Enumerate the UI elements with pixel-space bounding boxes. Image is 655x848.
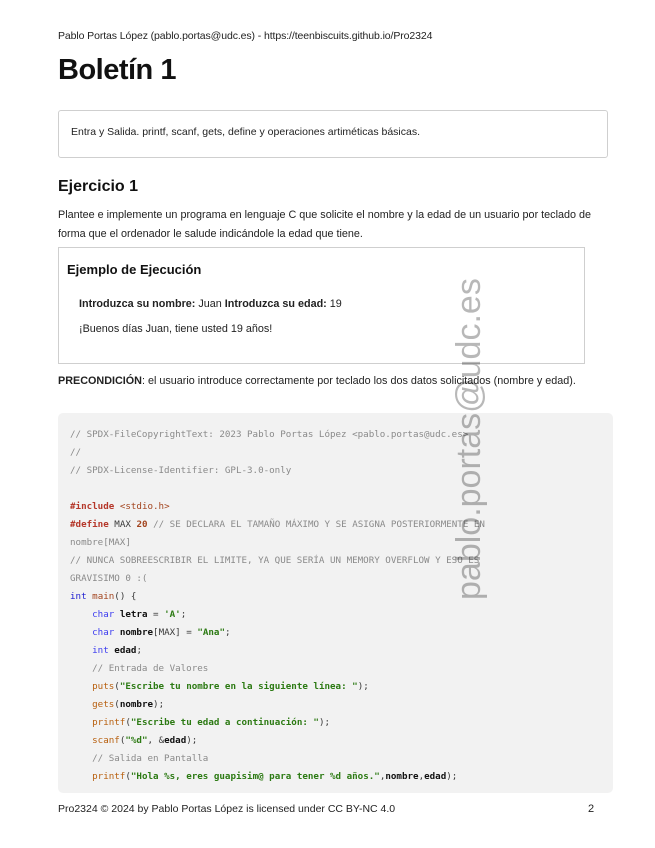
- letra-eq: =: [147, 609, 165, 620]
- code-line-define-cont: nombre[MAX]: [70, 537, 131, 548]
- define-comment: // SE DECLARA EL TAMAÑO MÁXIMO Y SE ASIGNA POSTERIORMENTE EN: [153, 519, 485, 530]
- watermark-text: pablo.portas@udc.es: [450, 278, 488, 600]
- code-line-nombre: [70, 627, 231, 638]
- name-prompt-value: Juan: [198, 298, 222, 310]
- salida-comment: // Salida en Pantalla: [92, 753, 209, 764]
- code-line-license: // SPDX-License-Identifier: GPL-3.0-only: [70, 465, 292, 476]
- precondition-label: PRECONDICIÓN: [58, 375, 142, 387]
- define-value: 20: [136, 519, 148, 530]
- nombre-semi: ;: [224, 627, 231, 638]
- code-line-puts: puts("Escribe tu nombre en la siguiente línea: ");: [92, 681, 369, 692]
- printf-fn: printf: [92, 717, 126, 728]
- include-file: <stdio.h>: [119, 501, 170, 512]
- main-name: main: [92, 591, 115, 602]
- char-type: char: [92, 627, 115, 638]
- page-number: 2: [588, 803, 595, 815]
- example-greeting: ¡Buenos días Juan, tiene usted 19 años!: [79, 323, 273, 335]
- code-line-blank-comment: //: [70, 447, 82, 458]
- printf1-string: "Escribe tu edad a continuación: ": [130, 717, 319, 728]
- edad-var: edad: [114, 645, 137, 656]
- abstract-box: [58, 110, 608, 158]
- nombre-value: "Ana": [197, 627, 225, 638]
- name-prompt-label: Introduzca su nombre:: [79, 298, 196, 310]
- page-footer: Pro2324 © 2024 by Pablo Portas López is licensed under CC BY-NC 4.0: [58, 803, 396, 815]
- printf2-comma: ,: [379, 771, 386, 782]
- int-type: int: [92, 645, 109, 656]
- code-line-printf1: printf("Escribe tu edad a continuación: ");: [92, 717, 331, 728]
- define-keyword: #define: [70, 519, 109, 530]
- gets-fn: gets: [92, 699, 115, 710]
- entrada-comment: // Entrada de Valores: [92, 663, 209, 674]
- puts-fn: puts: [92, 681, 115, 692]
- watermark: [390, 245, 540, 605]
- code-line-main: [70, 591, 136, 602]
- scanf-fn: scanf: [92, 735, 120, 746]
- main-rest: () {: [114, 591, 137, 602]
- exercise-description: Plantee e implemente un programa en lenguaje C que solicite el nombre y la edad de un usuario por teclado de forma que el ordenador le salude indicándole la edad que tiene.: [58, 209, 591, 240]
- code-line-edad: [70, 645, 142, 656]
- printf2-string: "Hola %s, eres guapisim@ para tener %d años.": [130, 771, 380, 782]
- printf2-arg-nombre: nombre: [385, 771, 419, 782]
- letra-value: 'A': [164, 609, 181, 620]
- example-input-line: [79, 298, 342, 310]
- page-title: Boletín 1: [58, 54, 176, 86]
- define-name: MAX: [114, 519, 131, 530]
- edad-semi: ;: [136, 645, 142, 656]
- exercise-title: Ejercicio 1: [58, 178, 139, 195]
- nombre-eq: =: [180, 627, 198, 638]
- precondition-text: : el usuario introduce correctamente por teclado los dos datos solicitados (nombre y edad).: [141, 375, 576, 387]
- char-type: char: [92, 609, 115, 620]
- code-line-letra: [70, 609, 186, 620]
- code-line-copyright: // SPDX-FileCopyrightText: 2023 Pablo Portas López <pablo.portas@udc.es>: [70, 429, 469, 440]
- printf2-comma2: ,: [418, 771, 425, 782]
- code-line-salida-comment: [70, 753, 208, 764]
- code-line-warning-cont: GRAVISIMO 0 :(: [70, 573, 148, 584]
- printf2-arg-edad: edad: [424, 771, 447, 782]
- page-header: Pablo Portas López (pablo.portas@udc.es) - https://teenbiscuits.github.io/Pro2324: [58, 30, 433, 42]
- age-prompt-label: Introduzca su edad:: [224, 298, 327, 310]
- code-line-entrada-comment: [70, 663, 208, 674]
- include-keyword: #include: [70, 501, 115, 512]
- code-line-include: [70, 501, 170, 512]
- nombre-var: nombre: [119, 627, 154, 638]
- scanf-string: "%d": [125, 735, 148, 746]
- age-prompt-value: 19: [329, 298, 342, 310]
- nombre-index: [MAX]: [153, 627, 181, 638]
- code-line-scanf: scanf("%d", &edad);: [92, 735, 198, 746]
- code-line-printf2: printf("Hola %s, eres guapisim@ para tener %d años.",nombre,edad);: [92, 771, 458, 782]
- main-type: int: [70, 591, 87, 602]
- letra-var: letra: [119, 609, 148, 620]
- example-title: Ejemplo de Ejecución: [67, 262, 202, 277]
- gets-arg: nombre: [119, 699, 154, 710]
- printf-fn: printf: [92, 771, 126, 782]
- letra-semi: ;: [180, 609, 187, 620]
- code-line-warning: // NUNCA SOBREESCRIBIR EL LIMITE, YA QUE SERÍA UN MEMORY OVERFLOW Y ESO ES: [70, 555, 480, 566]
- scanf-amp: , &: [147, 735, 165, 746]
- puts-string: "Escribe tu nombre en la siguiente línea: ": [119, 681, 358, 692]
- abstract-text: Entra y Salida. printf, scanf, gets, define y operaciones artiméticas básicas.: [71, 126, 421, 138]
- code-line-gets: gets(nombre);: [92, 699, 165, 710]
- scanf-arg: edad: [164, 735, 187, 746]
